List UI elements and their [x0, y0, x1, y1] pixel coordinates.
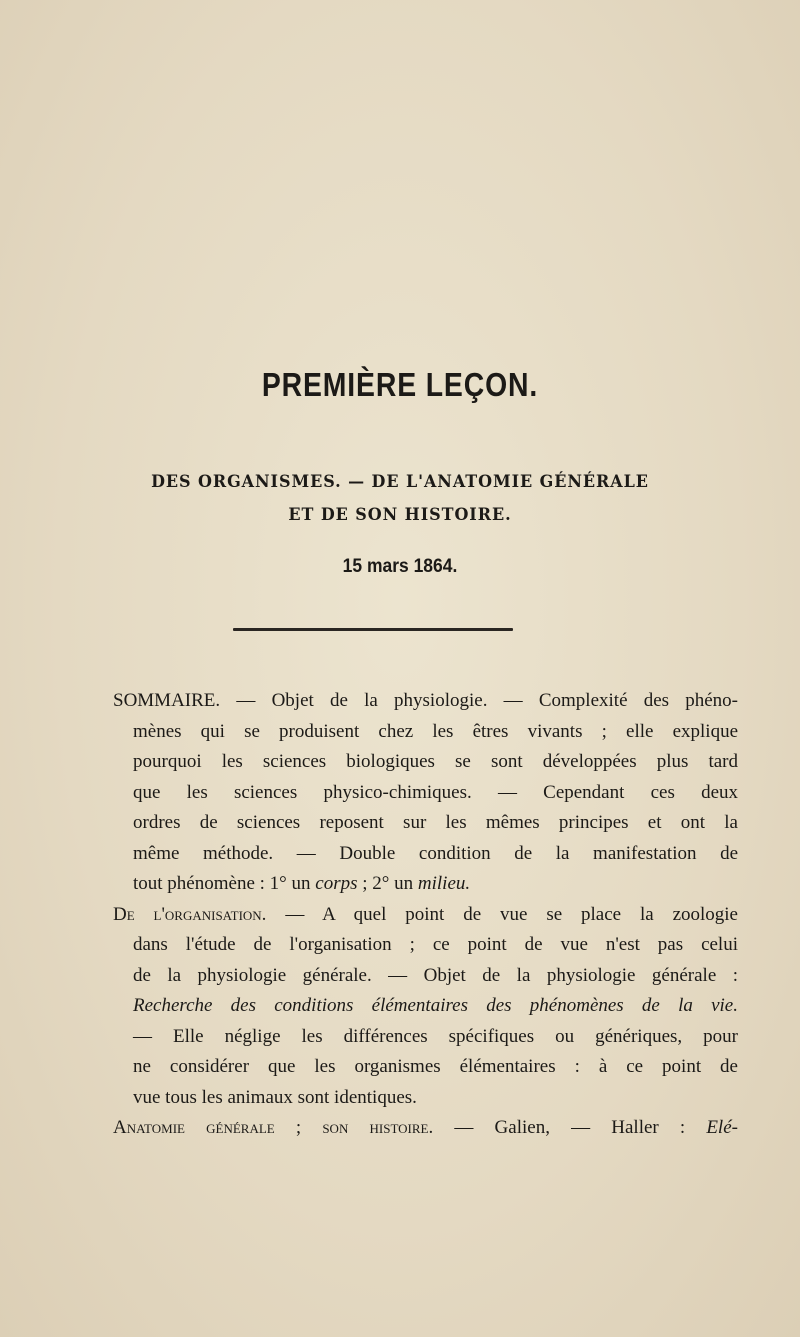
- summary-line: De l'organisation. — A quel point de vue se place la zoologie: [113, 903, 738, 925]
- summary-line: vue tous les animaux sont identiques.: [133, 1086, 417, 1108]
- summary-line: mènes qui se produisent chez les êtres vivants ; elle explique: [133, 720, 738, 742]
- summary-line: — Elle néglige les différences spécifiques ou génériques, pour: [133, 1025, 738, 1047]
- summary-line: ne considérer que les organismes élémentaires : à ce point de: [133, 1056, 738, 1077]
- summary-line: SOMMAIRE. — Objet de la physiologie. — Complexité des phéno-: [113, 690, 738, 711]
- summary-line: même méthode. — Double condition de la manifestation de: [133, 842, 738, 864]
- summary-line: ordres de sciences reposent sur les mêmes principes et ont la: [133, 812, 738, 833]
- lesson-subtitle: [24, 466, 776, 532]
- summary-line: de la physiologie générale. — Objet de la physiologie générale :: [133, 964, 738, 986]
- subtitle-line-1: DES ORGANISMES. — DE L'ANATOMIE GÉNÉRALE: [151, 472, 649, 492]
- summary-label: SOMMAIRE.: [113, 690, 221, 711]
- summary-line: que les sciences physico-chimiques. — Cependant ces deux: [133, 781, 738, 803]
- lesson-title: PREMIÈRE LEÇON.: [261, 366, 539, 403]
- subtitle-line-2: ET DE SON HISTOIRE.: [288, 505, 512, 525]
- summary-line: pourquoi les sciences biologiques se sont développées plus tard: [133, 751, 738, 772]
- lecture-date: 15 mars 1864.: [342, 556, 458, 577]
- section-label-organisation: De l'organisation.: [113, 903, 267, 925]
- summary-line: dans l'étude de l'organisation ; ce point de vue n'est pas celui: [133, 934, 738, 955]
- section-divider: [233, 628, 513, 631]
- summary-line: Recherche des conditions élémentaires des phénomènes de la vie.: [133, 995, 738, 1016]
- section-label-anatomie: Anatomie générale ; son histoire.: [113, 1117, 434, 1138]
- summary-line: Anatomie générale ; son histoire. — Galien, — Haller : Elé-: [113, 1117, 738, 1138]
- summary-block: [113, 686, 738, 1144]
- summary-line: tout phénomène : 1° un corps ; 2° un milieu.: [133, 873, 471, 894]
